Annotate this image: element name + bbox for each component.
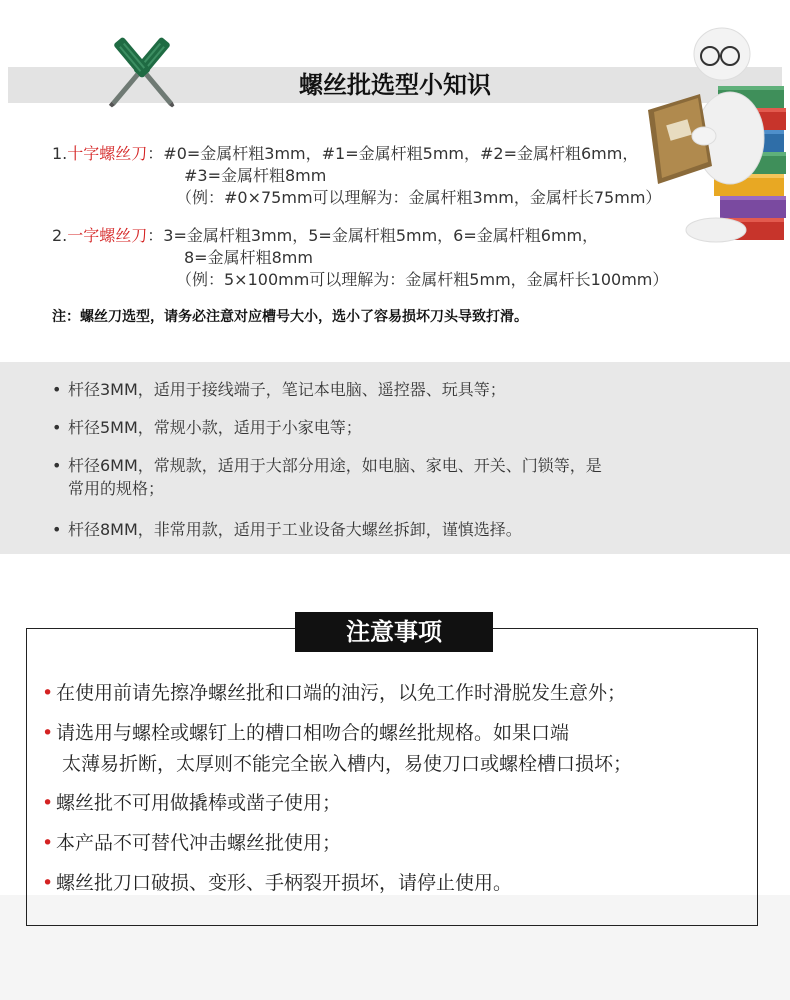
- selection-note: 注：螺丝刀选型，请务必注意对应槽号大小，选小了容易损坏刀头导致打滑。: [52, 309, 528, 325]
- bullet-icon: •: [42, 872, 54, 894]
- item-colon: ：: [147, 226, 164, 245]
- page-title: 螺丝批选型小知识: [299, 71, 491, 99]
- item-type-name: 十字螺丝刀: [67, 144, 148, 163]
- item-spec-line: #0=金属杆粗3mm，#1=金属杆粗5mm，#2=金属杆粗6mm，: [163, 144, 639, 163]
- bullet-icon: •: [52, 380, 62, 399]
- item-spec-line: 3=金属杆粗3mm，5=金属杆粗5mm，6=金属杆粗6mm，: [163, 226, 599, 245]
- knowledge-item-2-line2: 8=金属杆粗8mm: [184, 248, 313, 267]
- item-number: 2.: [52, 226, 68, 245]
- notice-item: • 在使用前请先擦净螺丝批和口端的油污，以免工作时滑脱发生意外；: [42, 682, 627, 704]
- item-number: 1.: [52, 144, 68, 163]
- bullet-icon: •: [52, 418, 62, 437]
- bullet-icon: •: [52, 520, 62, 539]
- bullet-icon: •: [42, 832, 54, 854]
- bullet-icon: •: [52, 456, 62, 475]
- bullet-icon: •: [42, 682, 54, 704]
- knowledge-item-1-example: （例：#0×75mm可以理解为：金属杆粗3mm，金属杆长75mm）: [176, 188, 662, 207]
- item-type-name: 一字螺丝刀: [67, 226, 148, 245]
- notice-item: • 请选用与螺栓或螺钉上的槽口相吻合的螺丝批规格。如果口端: [42, 722, 570, 744]
- bullet-icon: •: [42, 792, 54, 814]
- screwdriver-pair-icon: [92, 30, 192, 110]
- notice-item: • 本产品不可替代冲击螺丝批使用；: [42, 832, 342, 854]
- bullet-icon: •: [42, 722, 54, 744]
- knowledge-item-2-example: （例：5×100mm可以理解为：金属杆粗5mm，金属杆长100mm）: [176, 270, 669, 289]
- notice-title: 注意事项: [295, 612, 493, 652]
- knowledge-item-2: [52, 225, 598, 247]
- knowledge-item-1: [52, 143, 638, 165]
- knowledge-item-1-line2: #3=金属杆粗8mm: [184, 166, 327, 185]
- notice-item: • 螺丝批不可用做撬棒或凿子使用；: [42, 792, 342, 814]
- notice-item-continuation: 太薄易折断，太厚则不能完全嵌入槽内，易使刀口或螺栓槽口损坏；: [62, 753, 633, 775]
- item-colon: ：: [147, 144, 164, 163]
- person-reading-books-icon: [642, 18, 790, 250]
- notice-item: • 螺丝批刀口破损、变形、手柄裂开损坏，请停止使用。: [42, 872, 513, 894]
